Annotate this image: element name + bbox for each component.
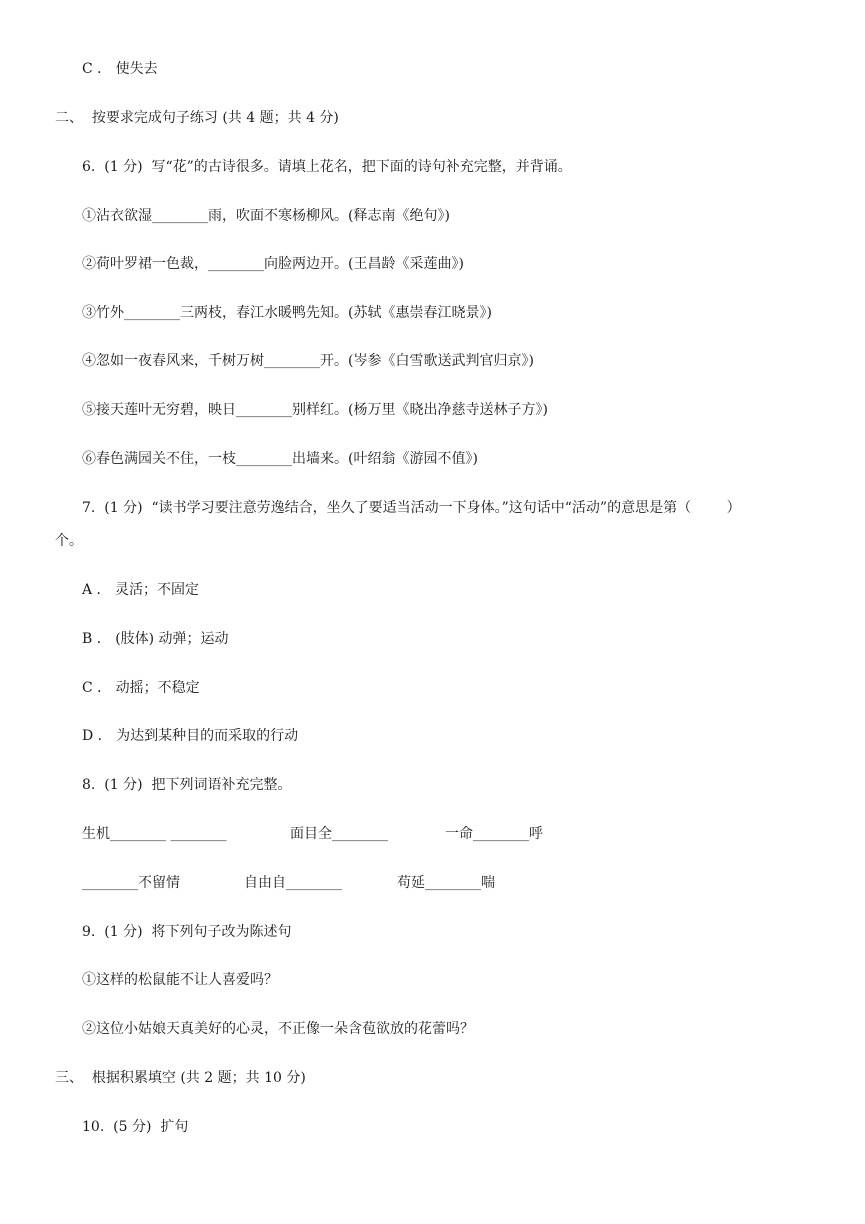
q8-word-4: ________不留情: [82, 875, 180, 891]
question-9-stem: 9. (1 分) 将下列句子改为陈述句: [82, 924, 292, 940]
q8-word-1: 生机________ ________: [82, 826, 227, 842]
question-6-item-1: ①沾衣欲湿________雨，吹面不寒杨柳风。(释志南《绝句》): [82, 208, 450, 224]
question-7-option-d: D ． 为达到某种目的而采取的行动: [82, 728, 299, 744]
option-c-previous: C ． 使失去: [82, 61, 158, 77]
question-7-option-b: B ． (肢体) 动弹；运动: [82, 631, 229, 647]
question-9-item-1: ①这样的松鼠能不让人喜爱吗？: [82, 972, 278, 988]
q8-word-3: 一命________呼: [445, 826, 543, 842]
question-6-item-3: ③竹外________三两枝，春江水暖鸭先知。(苏轼《惠崇春江晓景》): [82, 305, 492, 321]
section-3-heading: 三、 根据积累填空 (共 2 题；共 10 分): [55, 1070, 306, 1086]
question-8-row-1: [82, 824, 782, 844]
question-7-stem: 7. (1 分) “读书学习要注意劳逸结合，坐久了要适当活动一下身体。”这句话中“活动”的意思是第（ ）: [82, 500, 741, 516]
question-6-stem: 6. (1 分) 写“花”的古诗很多。请填上花名，把下面的诗句补充完整，并背诵。: [82, 159, 572, 175]
question-7-option-a: A ． 灵活；不固定: [82, 582, 200, 598]
question-6-item-2: ②荷叶罗裙一色裁，________向脸两边开。(王昌龄《采莲曲》): [82, 256, 464, 272]
question-7-option-c: C ． 动摇；不稳定: [82, 680, 200, 696]
question-9-item-2: ②这位小姑娘天真美好的心灵，不正像一朵含苞欲放的花蕾吗？: [82, 1021, 474, 1037]
question-6-item-5: ⑤接天莲叶无穷碧，映日________别样红。(杨万里《晓出净慈寺送林子方》): [82, 402, 548, 418]
question-6-item-6: ⑥春色满园关不住，一枝________出墙来。(叶绍翁《游园不值》): [82, 451, 478, 467]
section-2-heading: 二、 按要求完成句子练习 (共 4 题；共 4 分): [55, 110, 339, 126]
question-8-stem: 8. (1 分) 把下列词语补充完整。: [82, 777, 292, 793]
question-10-stem: 10. (5 分) 扩句: [82, 1119, 189, 1135]
question-8-row-2: [82, 873, 782, 893]
question-6-item-4: ④忽如一夜春风来，千树万树________开。(岑参《白雪歌送武判官归京》): [82, 353, 534, 369]
q8-word-5: 自由自________: [244, 875, 342, 891]
q8-word-6: 苟延________喘: [397, 875, 495, 891]
q8-word-2: 面目全________: [290, 826, 388, 842]
question-7-stem-continued: 个。: [55, 533, 83, 549]
